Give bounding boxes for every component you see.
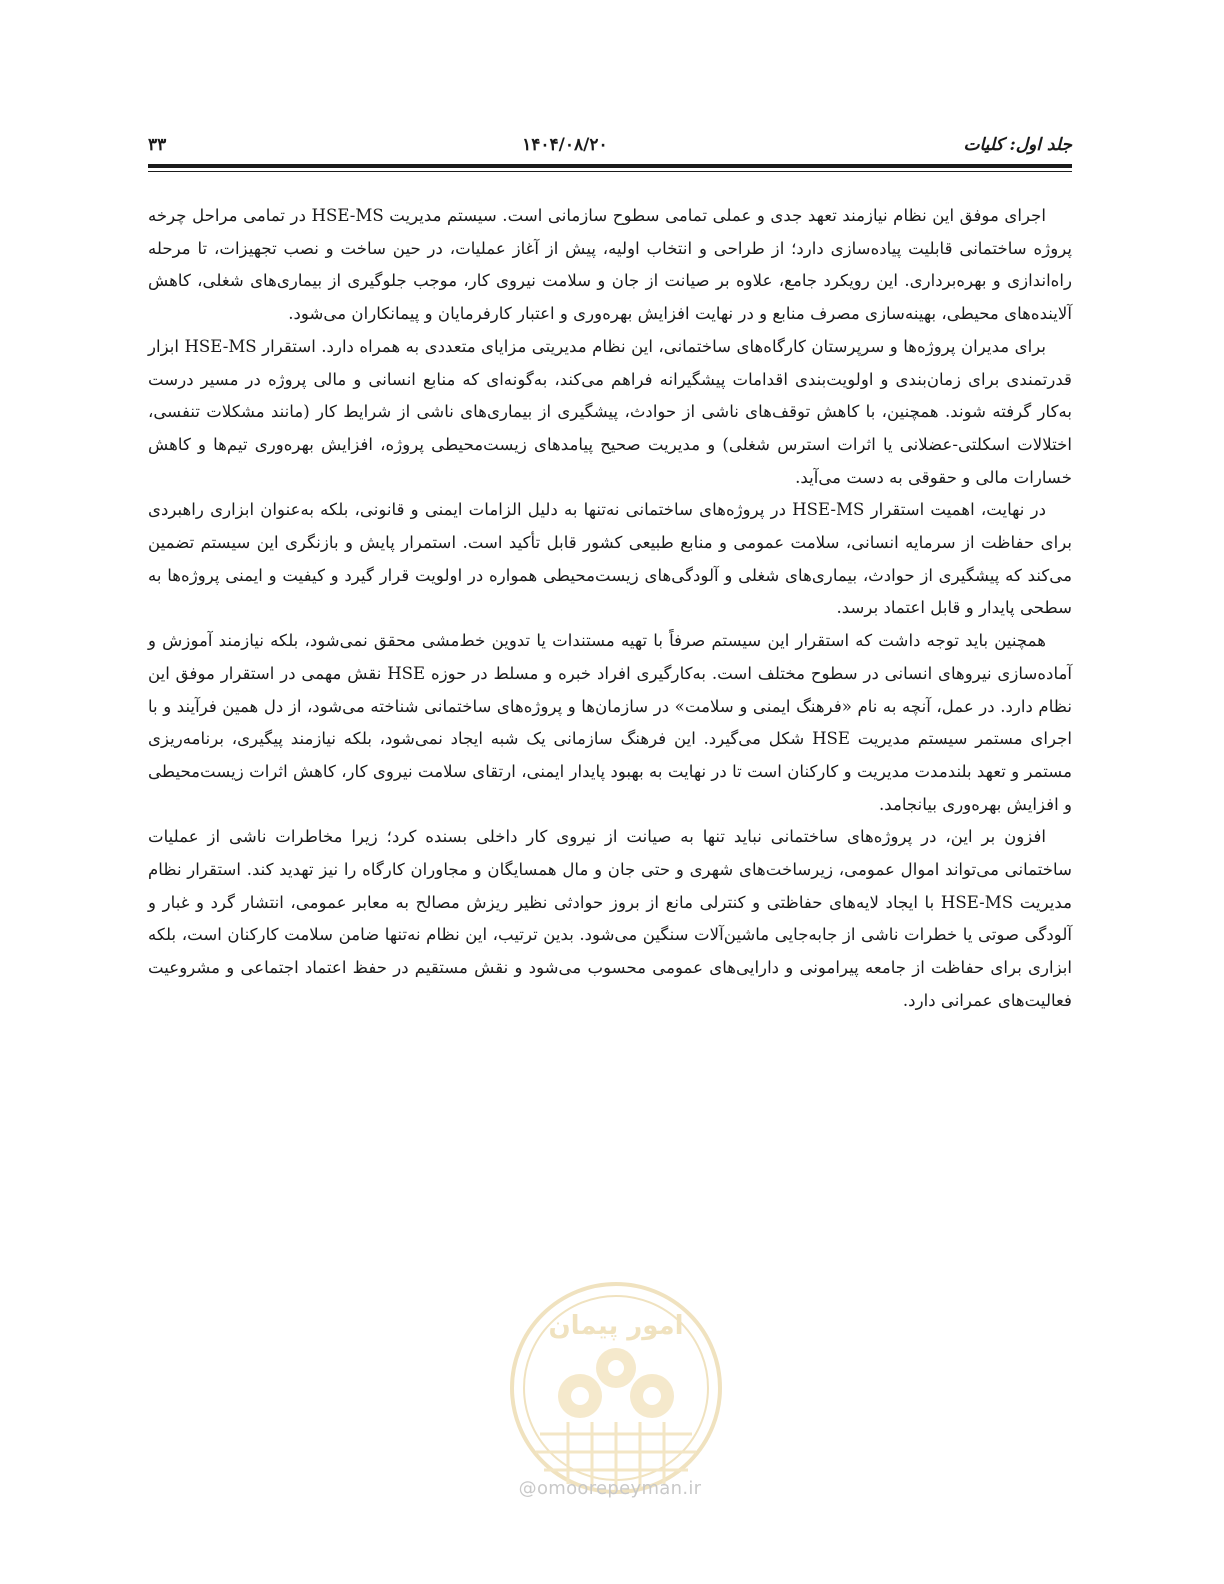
watermark-logo-text: امور پیمان bbox=[548, 1311, 684, 1341]
body-text bbox=[148, 200, 1072, 1018]
watermark-url: @omoorepeyman.ir bbox=[518, 1478, 702, 1499]
paragraph: برای مدیران پروژه‌ها و سرپرستان کارگاه‌های ساختمانی، این نظام مدیریتی مزایای متعددی به همراه دارد. استقرار HSE-MS ابزار قدرتمندی برای زمان‌بندی و اولویت‌بندی اقدامات پیشگیرانه فراهم می‌کند، به‌گونه‌ای که منابع انسانی و مالی پروژه در مسیر درست به‌کار گرفته شوند. همچنین، با کاهش توقف‌های ناشی از حوادث، پیشگیری از بیماری‌های ناشی از شرایط کار (مانند مشکلات تنفسی، اختلالات اسکلتی-عضلانی یا اثرات استرس شغلی) و مدیریت صحیح پیامدهای زیست‌محیطی پروژه، افزایش بهره‌وری تیم‌ها و کاهش خسارات مالی و حقوقی به دست می‌آید. bbox=[148, 336, 1072, 487]
paragraph: در نهایت، اهمیت استقرار HSE-MS در پروژه‌های ساختمانی نه‌تنها به دلیل الزامات ایمنی و قانونی، بلکه به‌عنوان ابزاری راهبردی برای حفاظت از سرمایه انسانی، سلامت عمومی و منابع طبیعی کشور قابل تأکید است. استمرار پایش و بازنگری این سیستم تضمین می‌کند که پیشگیری از حوادث، بیماری‌های شغلی و آلودگی‌های زیست‌محیطی همواره در اولویت قرار گیرد و کیفیت و ایمنی پروژه‌ها به سطحی پایدار و قابل اعتماد برسد. bbox=[148, 500, 1072, 618]
paragraph: اجرای موفق این نظام نیازمند تعهد جدی و عملی تمامی سطوح سازمانی است. سیستم مدیریت HSE-MS در تمامی مراحل چرخه پروژه ساختمانی قابلیت پیاده‌سازی دارد؛ از طراحی و انتخاب اولیه، پیش از آغاز عملیات، در حین ساخت و نصب تجهیزات، تا مرحله راه‌اندازی و بهره‌برداری. این رویکرد جامع، علاوه بر صیانت از جان و سلامت نیروی کار، موجب جلوگیری از بیماری‌های شغلی، کاهش آلاینده‌های محیطی، بهینه‌سازی مصرف منابع و در نهایت افزایش بهره‌وری و اعتبار کارفرمایان و پیمانکاران می‌شود. bbox=[148, 206, 1072, 324]
page-number: ۳۳ bbox=[148, 135, 167, 155]
header-rule-thick bbox=[148, 164, 1072, 168]
watermark-logo bbox=[484, 1276, 748, 1508]
header-rule-thin bbox=[148, 171, 1072, 172]
paragraph: افزون بر این، در پروژه‌های ساختمانی نباید تنها به صیانت از نیروی کار داخلی بسنده کرد؛ زیرا مخاطرات ناشی از عملیات ساختمانی می‌تواند اموال عمومی، زیرساخت‌های شهری و حتی جان و مال همسایگان و مجاوران کارگاه را نیز تهدید کند. استقرار نظام مدیریت HSE-MS با ایجاد لایه‌های حفاظتی و کنترلی مانع از بروز حوادثی نظیر ریزش مصالح به معابر عمومی، انتشار گرد و غبار و آلودگی صوتی یا خطرات ناشی از جابه‌جایی ماشین‌آلات سنگین می‌شود. بدین ترتیب، این نظام نه‌تنها ضامن سلامت کارکنان است، بلکه ابزاری برای حفاظت از جامعه پیرامونی و دارایی‌های عمومی محسوب می‌شود و نقش مستقیم در حفظ اعتماد اجتماعی و مشروعیت فعالیت‌های عمرانی دارد. bbox=[148, 827, 1072, 1010]
paragraph: همچنین باید توجه داشت که استقرار این سیستم صرفاً با تهیه مستندات یا تدوین خط‌مشی محقق نمی‌شود، بلکه نیازمند آموزش و آماده‌سازی نیروهای انسانی در سطوح مختلف است. به‌کارگیری افراد خبره و مسلط در حوزه HSE نقش مهمی در استقرار موفق این نظام دارد. در عمل، آنچه به نام «فرهنگ ایمنی و سلامت» در سازمان‌ها و پروژه‌های ساختمانی شناخته می‌شود، از دل همین فرآیند و با اجرای مستمر سیستم مدیریت HSE شکل می‌گیرد. این فرهنگ سازمانی یک شبه ایجاد نمی‌شود، بلکه نیازمند پیگیری، برنامه‌ریزی مستمر و تعهد بلندمدت مدیریت و کارکنان است تا در نهایت به بهبود پایدار ایمنی، ارتقای سلامت نیروی کار، کاهش اثرات زیست‌محیطی و افزایش بهره‌وری بیانجامد. bbox=[148, 631, 1073, 814]
section-title: جلد اول: کلیات bbox=[963, 135, 1072, 155]
page-header bbox=[148, 128, 1072, 162]
header-date: ۱۴۰۴/۰۸/۲۰ bbox=[522, 135, 608, 155]
